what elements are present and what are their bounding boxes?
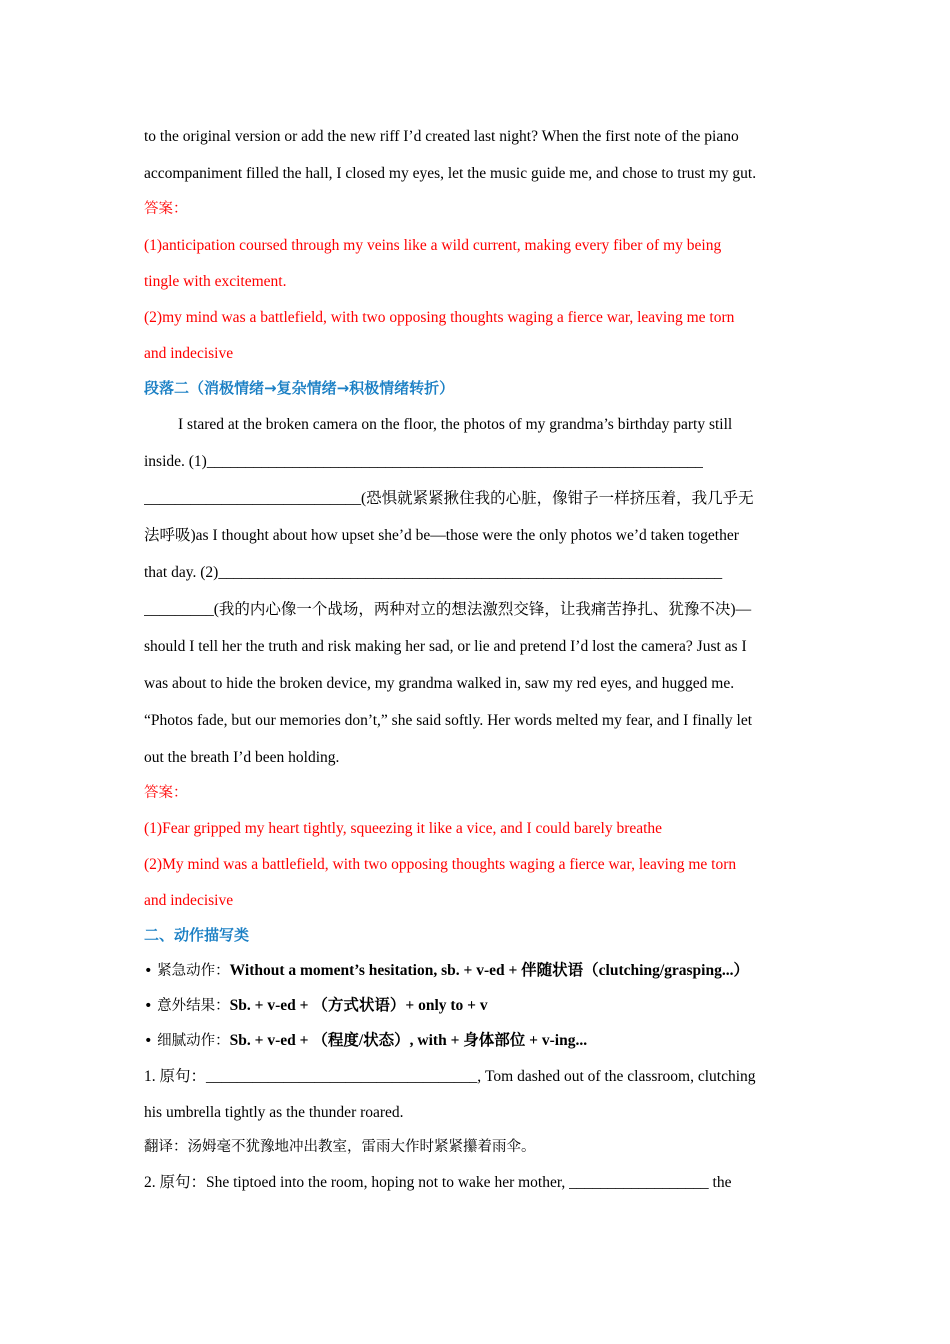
paragraph-line: ____________________________(恐惧就紧紧揪住我的心脏，像钳子一样挤压着，我几乎无: [144, 490, 754, 507]
answer-line: and indecisive: [144, 892, 234, 909]
answer-line: (1)anticipation coursed through my veins like a wild current, making every fiber of my being: [144, 237, 722, 254]
bullet-label: • 紧急动作：: [144, 963, 230, 979]
paragraph-line: accompaniment filled the hall, I closed my eyes, let the music guide me, and chose to trust my gut.: [144, 165, 757, 182]
paragraph-line: inside. (1)________________________________________________________________: [144, 453, 703, 470]
paragraph-line: that day. (2)_________________________________________________________________: [144, 564, 723, 581]
exercise-line: 1. 原句：___________________________________, Tom dashed out of the classroom, clutching: [144, 1068, 756, 1085]
bullet-text: Without a moment’s hesitation, sb. + v-ed + 伴随状语（clutching/grasping...）: [229, 962, 749, 979]
bullet-item: [144, 953, 810, 988]
paragraph-line: I stared at the broken camera on the floor, the photos of my grandma’s birthday party still: [178, 416, 733, 433]
exercise-line: his umbrella tightly as the thunder roared.: [144, 1104, 404, 1121]
paragraph-line: should I tell her the truth and risk making her sad, or lie and pretend I’d lost the camera? Just as I: [144, 638, 747, 655]
paragraph-line: “Photos fade, but our memories don’t,” she said softly. Her words melted my fear, and I finally let: [144, 712, 753, 729]
bullet-item: [144, 988, 810, 1023]
exercise-line: 2. 原句：She tiptoed into the room, hoping not to wake her mother, __________________ the: [144, 1174, 732, 1191]
paragraph-line: 法呼吸)as I thought about how upset she’d be—those were the only photos we’d taken together: [144, 527, 739, 544]
answer-line: (2)My mind was a battlefield, with two opposing thoughts waging a fierce war, leaving me torn: [144, 856, 737, 873]
document-page: [144, 118, 810, 1200]
paragraph-line: was about to hide the broken device, my grandma walked in, saw my red eyes, and hugged me.: [144, 675, 735, 692]
answer-line: (2)my mind was a battlefield, with two opposing thoughts waging a fierce war, leaving me torn: [144, 309, 735, 326]
bullet-text: Sb. + v-ed + （方式状语）+ only to + v: [229, 997, 488, 1014]
section-2-paragraph: [144, 406, 810, 776]
bullet-label: • 细腻动作：: [144, 1033, 230, 1049]
answer-label: 答案：: [144, 201, 188, 217]
paragraph-line: to the original version or add the new riff I’d created last night? When the first note of the piano: [144, 128, 739, 145]
section-1-text: [144, 118, 810, 192]
paragraph-line: out the breath I’d been holding.: [144, 749, 340, 766]
answer-line: (1)Fear gripped my heart tightly, squeezing it like a vice, and I could barely breathe: [144, 820, 663, 837]
paragraph-line: _________(我的内心像一个战场，两种对立的想法激烈交锋，让我痛苦挣扎、犹豫不决)—: [144, 601, 752, 618]
section-heading: 二、动作描写类: [144, 926, 250, 944]
answer-label: 答案：: [144, 785, 188, 801]
answer-line: and indecisive: [144, 345, 234, 362]
bullet-text: Sb. + v-ed + （程度/状态）, with + 身体部位 + v-ing...: [229, 1032, 588, 1049]
section-heading: 段落二（消极情绪→复杂情绪→积极情绪转折）: [144, 379, 455, 397]
bullet-label: • 意外结果：: [144, 998, 230, 1014]
bullet-item: [144, 1023, 810, 1058]
translation-line: 翻译：汤姆毫不犹豫地冲出教室，雷雨大作时紧紧攥着雨伞。: [144, 1139, 536, 1155]
answer-line: tingle with excitement.: [144, 273, 287, 290]
